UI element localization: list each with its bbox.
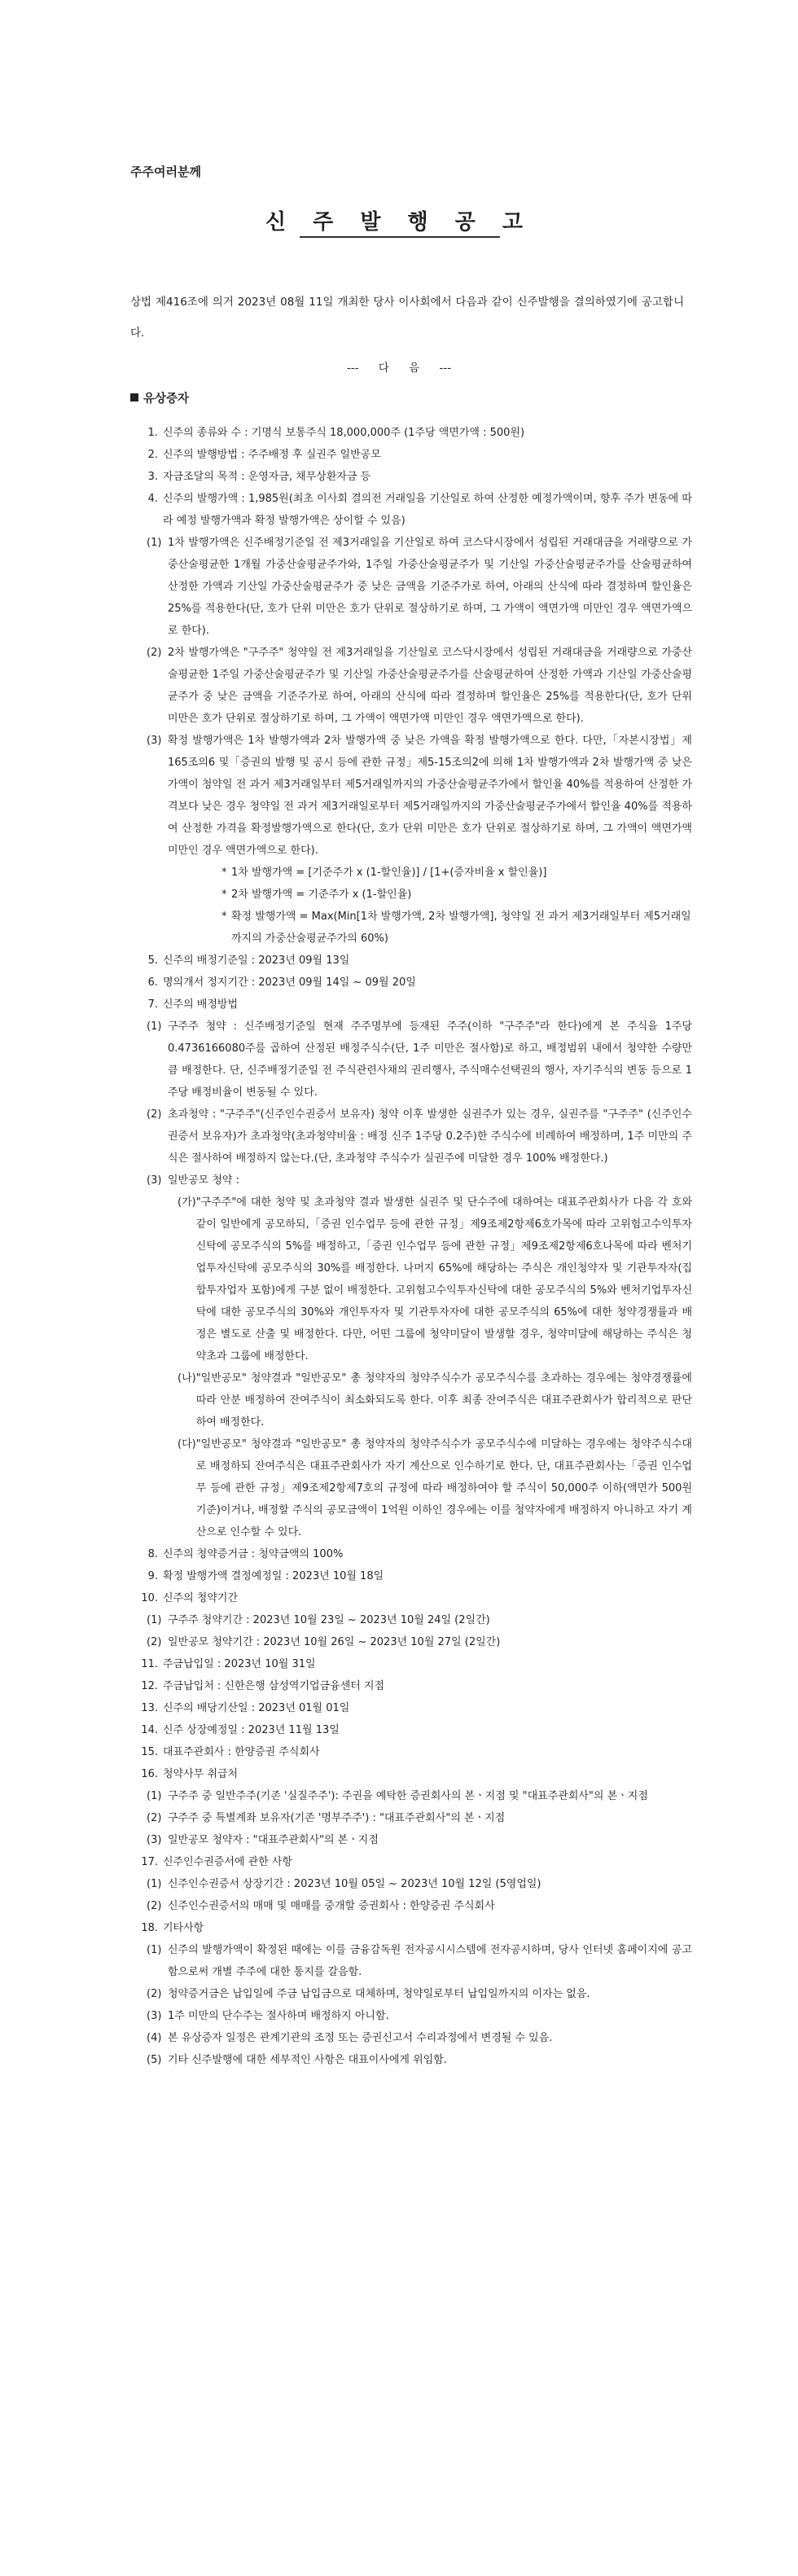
asterisk-bullet-icon: * <box>221 911 227 923</box>
list-item: 8. 신주의 청약증거금 : 청약금액의 100% <box>147 1548 344 1560</box>
list-item: 1. 신주의 종류와 수 : 기명식 보통주식 18,000,000주 (1주당 액면가액 : 500원) <box>147 427 525 439</box>
sub-sub-item: (다) "일반공모" 청약결과 "일반공모" 총 청약자의 청약주식수가 공모주식수에 미달하는 경우에는 청약주식수대로 배정하되 잔여주식은 대표주관회사가 자기 계산으로 인수하기로 한다. 단, 대표주관회사는「증권 인수업무 등에 관한 규정」제9조제2항제7호의 규정에 따라 배정하여야 할 주식이 50,000주 이하(액면가 500원 기준)이거나, 배정할 주식의 공모금액이 1억원 이하인 경우에는 이를 청약자에게 배정하지 아니하고 자기 계산으로 인수할 수 있다. <box>178 1438 692 1538</box>
list-item: 12. 주금납입처 : 신한은행 삼성역기업금융센터 지점 <box>141 1680 385 1692</box>
list-item: 6. 명의개서 정지기간 : 2023년 09월 14일 ~ 09월 20일 <box>147 976 416 989</box>
list-item: 13. 신주의 배당기산일 : 2023년 01월 01일 <box>141 1702 350 1714</box>
sub-item: (2) 청약증거금은 납입일에 주금 납입금으로 대체하며, 청약일로부터 납입일까지의 이자는 없음. <box>147 1988 590 2000</box>
center-separator: --- 다 음 --- <box>346 362 452 375</box>
sub-item: (1) 신주인수권증서 상장기간 : 2023년 10월 05일 ~ 2023년 10월 12일 (5영업일) <box>147 1878 542 1890</box>
asterisk-bullet-icon: * <box>221 889 227 901</box>
sub-item: (2) 일반공모 청약기간 : 2023년 10월 26일 ~ 2023년 10월 27일 (2일간) <box>147 1636 501 1648</box>
square-bullet-icon <box>130 393 138 402</box>
list-item: 9. 확정 발행가액 결정예정일 : 2023년 10월 18일 <box>147 1570 384 1582</box>
sub-item: (1) 신주의 발행가액이 확정된 때에는 이를 금융감독원 전자공시시스템에 전자공시하며, 당사 인터넷 홈페이지에 공고함으로써 개별 주주에 대한 통지를 갈음함. <box>147 1944 692 1978</box>
list-item: 11. 주금납입일 : 2023년 10월 31일 <box>141 1658 316 1670</box>
sub-item: (2) 2차 발행가액은 "구주주" 청약일 전 제3거래일을 기산일로 코스닥시장에서 성립된 거래대금을 거래량으로 가중산술평균한 1주일 가중산술평균주가 및 기산일 가중산술평균주가를 산술평균하여 산정한 가액과 기산일 가중산술평균주가 중 낮은 금액을 기준주가로 하여, 아래의 산식에 따라 결정하며 할인율은 25%를 적용한다(단, 호가 단위 미만은 호가 단위로 절상하기로 하며, 그 가액이 액면가액 미만인 경우 액면가액으로 한다). <box>147 647 692 725</box>
sub-item: (2) 신주인수권증서의 매매 및 매매를 중개할 증권회사 : 한양증권 주식회사 <box>147 1900 495 1912</box>
greeting: 주주여러분께 <box>130 165 201 179</box>
list-item: 2. 신주의 발행방법 : 주주배정 후 실권주 일반공모 <box>147 449 381 461</box>
list-item: 14. 신주 상장예정일 : 2023년 11월 13일 <box>141 1724 340 1736</box>
list-item: 16. 청약사무 취급처 <box>141 1768 239 1780</box>
formula-line: * 확정 발행가액 = Max(Min[1차 발행가액, 2차 발행가액], 청약일 전 과거 제3거래일부터 제5거래일까지의 가중산술평균주가의 60%) <box>221 906 692 950</box>
sub-item: (1) 구주주 청약기간 : 2023년 10월 23일 ~ 2023년 10월 24일 (2일간) <box>147 1614 490 1626</box>
list-item: 17. 신주인수권증서에 관한 사항 <box>141 1856 292 1868</box>
list-item: 7. 신주의 배정방법 <box>147 998 239 1011</box>
formula-line: * 2차 발행가액 = 기준주가 x (1-할인율) <box>221 884 692 906</box>
sub-item: (3) 일반공모 청약자 : "대표주관회사"의 본ㆍ지점 <box>147 1834 379 1846</box>
sub-item: (3) 일반공모 청약 : <box>147 1174 239 1187</box>
list-item: 5. 신주의 배정기준일 : 2023년 09월 13일 <box>147 954 350 967</box>
list-item: 18. 기타사항 <box>141 1922 204 1934</box>
list-item: 4. 신주의 발행가액 : 1,985원(최초 이사회 결의전 거래일을 기산일로 하여 산정한 예정가액이며, 향후 주가 변동에 따라 예정 발행가액과 확정 발행가액은 상이할 수 있음) <box>147 493 692 527</box>
formula-line: * 1차 발행가액 = [기준주가 x (1-할인율)] / [1+(증자비율 x 할인율)] <box>221 862 692 884</box>
list-item: 3. 자금조달의 목적 : 운영자금, 채무상환자금 등 <box>147 471 371 483</box>
sub-item: (4) 본 유상증자 일정은 관계기관의 조정 또는 증권신고서 수리과정에서 변경될 수 있음. <box>147 2032 553 2044</box>
list-item: 15. 대표주관회사 : 한양증권 주식회사 <box>141 1746 320 1758</box>
item-list <box>130 422 692 2071</box>
sub-item: (2) 구주주 중 특별계좌 보유자(기존 '명부주주') : "대표주관회사"의 본ㆍ지점 <box>147 1812 506 1824</box>
sub-item: (1) 1차 발행가액은 신주배정기준일 전 제3거래일을 기산일로 하여 코스닥시장에서 성립된 거래대금을 거래량으로 가중산술평균한 1개월 가중산술평균주가와, 1주일 가중산술평균주가 및 기산일 가중산술평균주가를 산술평균하여 산정한 가액과 기산일 가중산술평균주가 중 낮은 금액을 기준주가로 하여, 아래의 산식에 따라 결정하며 할인율은 25%를 적용한다(단, 호가 단위 미만은 호가 단위로 절상하기로 하며, 그 가액이 액면가액 미만인 경우 액면가액으로 한다). <box>147 537 692 637</box>
section-heading <box>130 389 189 406</box>
page-title: 신 주 발 행 공 고 <box>265 210 533 235</box>
sub-item: (1) 구주주 청약 : 신주배정기준일 현재 주주명부에 등재된 주주(이하 "구주주"라 한다)에게 본 주식을 1주당 0.4736166080주를 곱하여 산정된 배정주식수(단, 1주 미만은 절사함)로 하고, 배정범위 내에서 청약한 수량만큼 배정한다. 단, 신주배정기준일 전 주식관련사채의 권리행사, 주식매수선택권의 행사, 자기주식의 변동 등으로 1주당 배정비율이 변동될 수 있다. <box>147 1020 692 1099</box>
sub-item: (3) 1주 미만의 단수주는 절사하며 배정하지 아니함. <box>147 2010 389 2022</box>
sub-item: (1) 구주주 중 일반주주(기존 '실질주주'): 주권을 예탁한 증권회사의 본ㆍ지점 및 "대표주관회사"의 본ㆍ지점 <box>147 1790 648 1802</box>
price-formulas <box>221 862 692 950</box>
sub-sub-item: (가) "구주주"에 대한 청약 및 초과청약 결과 발생한 실권주 및 단수주에 대하여는 대표주관회사가 다음 각 호와 같이 일반에게 공모하되,「증권 인수업무 등에 관한 규정」제9조제2항제6호가목에 따라 고위험고수익투자신탁에 공모주식의 5%를 배정하고,「증권 인수업무 등에 관한 규정」제9조제2항제6호나목에 따라 벤처기업투자신탁에 공모주식의 30%를 배정한다. 나머지 65%에 해당하는 주식은 개인청약자 및 기관투자자(집합투자업자 포함)에게 구분 없이 배정한다. 고위험고수익투자신탁에 대한 공모주식의 5%와 벤처기업투자신탁에 대한 공모주식의 30%와 개인투자자 및 기관투자자에 대한 공모주식의 65%에 대한 청약경쟁률과 배정은 별도로 산출 및 배정한다. 다만, 어떤 그룹에 청약미달이 발생할 경우, 청약미달에 해당하는 주식은 청약초과 그룹에 배정한다. <box>178 1196 692 1363</box>
title-underline <box>300 236 500 238</box>
sub-item: (2) 초과청약 : "구주주"(신주인수권증서 보유자) 청약 이후 발생한 실권주가 있는 경우, 실권주를 "구주주" (신주인수권증서 보유자)가 초과청약(초과청약비율 : 배정 신주 1주당 0.2주)한 주식수에 비례하여 배정하며, 1주 미만의 주식은 절사하여 배정하지 않는다.(단, 초과청약 주식수가 실권주에 미달한 경우 100% 배정한다.) <box>147 1108 692 1165</box>
sub-sub-item: (나) "일반공모" 청약결과 "일반공모" 총 청약자의 청약주식수가 공모주식수를 초과하는 경우에는 청약경쟁률에 따라 안분 배정하여 잔여주식이 최소화되도록 한다. 이후 최종 잔여주식은 대표주관회사가 합리적으로 판단하여 배정한다. <box>178 1372 692 1428</box>
asterisk-bullet-icon: * <box>221 867 227 879</box>
intro-paragraph: 상법 제416조에 의거 2023년 08월 11일 개최한 당사 이사회에서 다음과 같이 신주발행을 결의하였기에 공고합니다. <box>130 296 684 340</box>
section-heading-label: 유상증자 <box>143 393 190 406</box>
list-item: 10. 신주의 청약기간 <box>141 1592 239 1604</box>
sub-item: (5) 기타 신주발행에 대한 세부적인 사항은 대표이사에게 위임함. <box>147 2054 447 2066</box>
sub-item: (3) 확정 발행가액은 1차 발행가액과 2차 발행가액 중 낮은 가액을 확정 발행가액으로 한다. 다만,「자본시장법」제165조의6 및「증권의 발행 및 공시 등에 관한 규정」제5-15조의2에 의해 1차 발행가액과 2차 발행가액 중 낮은 가액이 청약일 전 과거 제3거래일부터 제5거래일까지의 가중산술평균주가에서 할인율 40%를 적용하여 산정한 가격보다 낮은 경우 청약일 전 과거 제3거래일로부터 제5거래일까지의 가중산술평균주가에서 할인율 40%를 적용하여 산정한 가격을 확정발행가액으로 한다(단, 호가 단위 미만은 호가 단위로 절상하기로 하며, 그 가액이 액면가액 미만인 경우 액면가액으로 한다). <box>147 735 692 857</box>
